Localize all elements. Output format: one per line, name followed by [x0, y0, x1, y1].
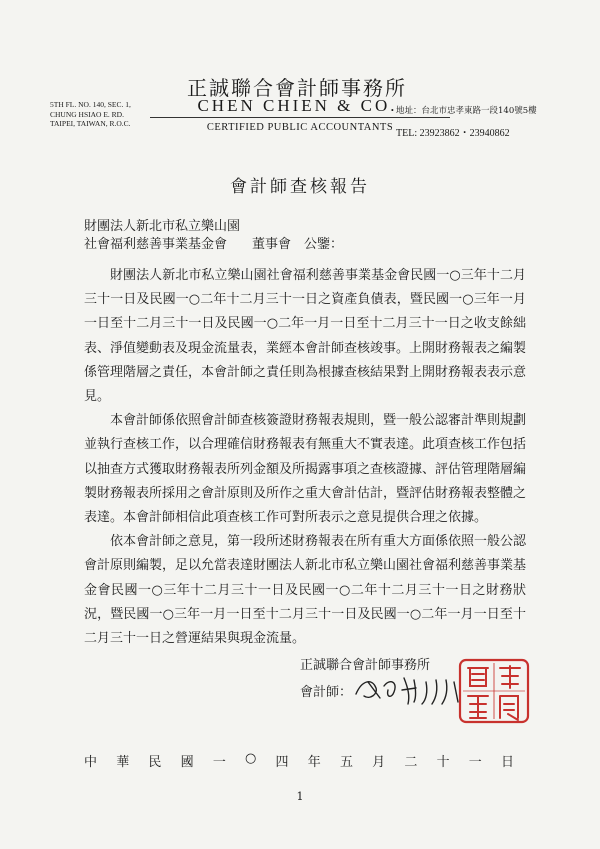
date-char: 一 — [212, 755, 226, 770]
addressee-line-1: 財團法人新北市私立樂山園 — [84, 219, 241, 234]
address-english — [50, 100, 170, 129]
date-char: 年 — [307, 755, 321, 770]
date-char: 日 — [500, 755, 514, 770]
addressee-line-2: 社會福利慈善事業基金會 — [84, 237, 228, 252]
address-english-line: 5TH FL. NO. 140, SEC. 1, — [50, 100, 131, 109]
date-char: 五 — [339, 755, 353, 770]
firm-name-chinese: 正誠聯合會計師事務所 — [187, 76, 407, 100]
date-char: 月 — [372, 755, 386, 770]
addressee — [84, 218, 524, 254]
body-paragraph-2: 本會計師係依照會計師查核簽證財務報表規則，暨一般公認審計準則規劃並執行查核工作，以合理確信財務報表有無重大不實表達。此項查核工作包括以抽查方式獲取財務報表所列金額及所揭露事項之查核證據、評估管理階層編製財務報表所採用之會計原則及所作之重大會計估計，暨評估財務報表整體之表達。本會計師相信此項查核工作可對所表示之意見提供合理之依據。 — [84, 413, 527, 526]
report-date — [84, 751, 514, 770]
report-body — [84, 264, 526, 651]
date-char: ○ — [245, 751, 257, 766]
address-chinese: 地址：台北市忠孝東路一段140號5樓 — [396, 106, 537, 116]
address-english-line: CHUNG HSIAO E. RD. — [50, 109, 124, 119]
signoff-firm-name: 正誠聯合會計師事務所 — [300, 658, 431, 673]
date-char: 十 — [436, 755, 450, 770]
address-english-line: TAIPEI, TAIWAN, R.O.C. — [50, 119, 131, 128]
date-char: 四 — [275, 755, 289, 770]
telephone: TEL: 23923862・23940862 — [396, 128, 510, 139]
date-char: 華 — [116, 755, 130, 770]
date-char: 一 — [468, 755, 482, 770]
date-char: 民 — [148, 755, 162, 770]
page-number: 1 — [296, 790, 304, 803]
body-paragraph-1: 財團法人新北市私立樂山園社會福利慈善事業基金會民國一○三年十二月三十一日及民國一○二年十二月三十一日之資產負債表，暨民國一○三年一月一日至十二月三十一日及民國一○二年一月一日至十二月三十一日之收支餘絀表、淨值變動表及現金流量表，業經本會計師查核竣事。上開財務報表之編製係管理階層之責任，本會計師之責任則為根據查核結果對上開財務報表表示意見。 — [84, 268, 527, 405]
signoff-cpa-label: 會計師： — [300, 685, 353, 700]
handwritten-signature — [350, 668, 470, 708]
firm-subtitle: CERTIFIED PUBLIC ACCOUNTANTS — [206, 122, 394, 133]
firm-name-english: CHEN CHIEN & CO. — [197, 96, 398, 115]
letterhead-divider — [150, 117, 450, 118]
date-char: 中 — [84, 755, 98, 770]
addressee-salutation: 董事會 公鑒： — [252, 237, 344, 252]
body-paragraph-3: 依本會計師之意見，第一段所述財務報表在所有重大方面係依照一般公認會計原則編製，足以允當表達財團法人新北市私立樂山園社會福利慈善事業基金會民國一○三年十二月三十一日及民國一○二年十二月三十一日之財務狀況，暨民國一○三年一月一日至十二月三十一日及民國一○二年一月一日至十二月三十一日之營運結果與現金流量。 — [84, 534, 527, 647]
cpa-seal-stamp — [458, 658, 530, 724]
report-title: 會計師查核報告 — [230, 177, 370, 197]
date-char: 國 — [180, 755, 194, 770]
date-char: 二 — [404, 755, 418, 770]
